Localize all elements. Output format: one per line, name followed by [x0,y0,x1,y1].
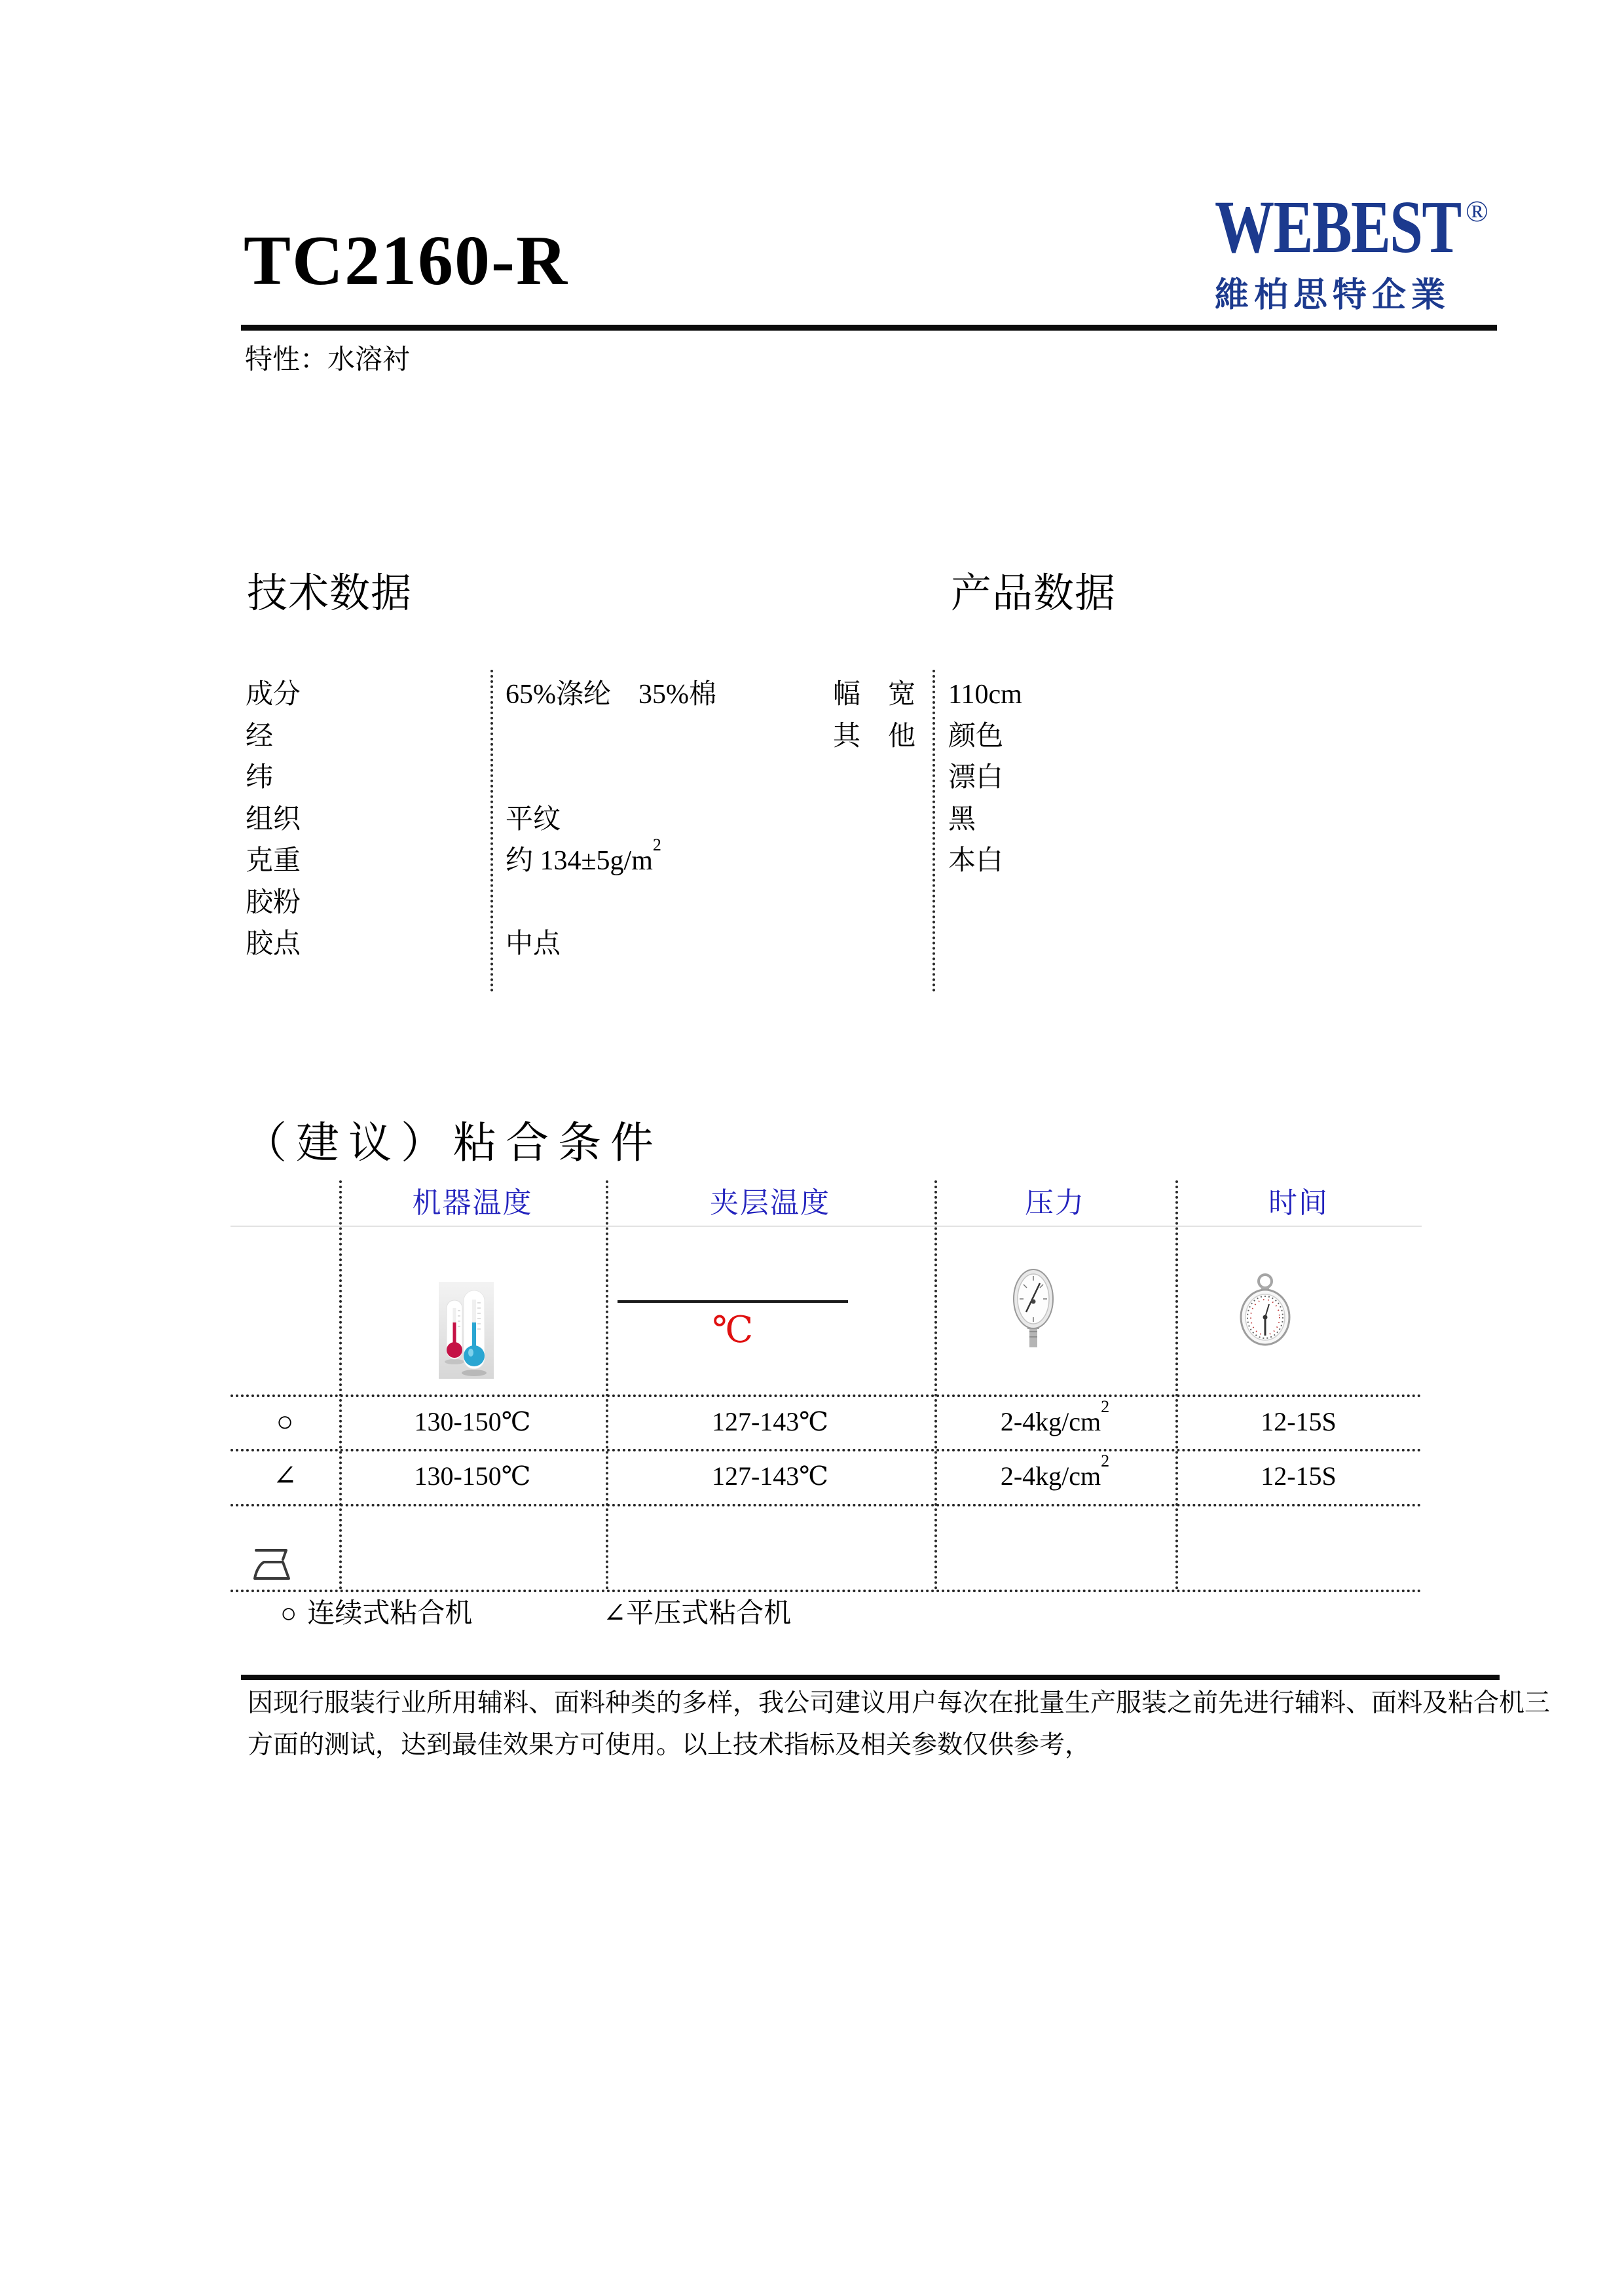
machine-temp-value: 130-150℃ [414,1461,531,1491]
footer-divider [241,1675,1500,1680]
tech-label-glue-powder: 胶粉 [246,887,301,918]
product-value-bleached: 漂白 [948,763,1004,793]
product-table-separator [932,670,935,992]
header-row-underline [231,1226,1422,1227]
stopwatch-icon [1235,1273,1295,1346]
company-logo [1215,185,1516,316]
tech-table-separator [490,670,493,992]
tech-label-gram-weight: 克重 [246,846,301,876]
tech-value-gram-weight [506,835,716,883]
disclaimer-line-2: 方面的测试，达到最佳效果方可使用。以上技术指标及相关参数仅供参考， [248,1731,1091,1759]
column-separator [606,1180,608,1590]
product-value-natural-white: 本白 [948,846,1004,876]
logo-wordmark: WEBEST [1215,185,1461,268]
column-header-time: 时间 [1268,1187,1329,1219]
header-divider [241,325,1497,331]
tech-data-title: 技术数据 [247,572,413,616]
legend-flat-press-machine [603,1597,791,1630]
column-header-machine-temp: 机器温度 [412,1187,533,1219]
circle-symbol: ○ [280,1599,297,1629]
tech-value-weave: 平纹 [506,804,561,835]
pressure-superscript: 2 [1101,1396,1110,1416]
pressure-value [934,1394,1175,1449]
thermometer-icon [439,1282,494,1379]
column-header-sandwich-temp: 夹层温度 [710,1187,830,1219]
machine-symbol-circle: ○ [276,1406,294,1438]
product-value-width: 110cm [948,680,1022,710]
legend-label: 连续式粘合机 [307,1599,473,1629]
product-values-column [948,674,1022,883]
table-bottom-border [231,1590,1422,1592]
product-value-color: 颜色 [948,721,1004,752]
column-separator [339,1180,342,1590]
tech-value-warp [506,716,716,758]
gram-weight-text: 约 134±5g/m [506,846,653,876]
time-value: 12-15S [1261,1407,1337,1436]
tech-label-glue-dot: 胶点 [246,929,301,959]
tech-value-weft [506,757,716,799]
sandwich-temp-line [618,1300,848,1303]
tech-value-composition: 65%涤纶 35%棉 [506,680,716,710]
bonding-conditions-title: （建议）粘合条件 [244,1120,663,1167]
tech-labels-column [246,674,301,966]
gram-weight-superscript: 2 [652,835,661,854]
machine-temp-value: 130-150℃ [414,1407,531,1436]
angle-symbol: ∠ [603,1599,627,1629]
legend-continuous-machine [280,1597,472,1630]
time-value: 12-15S [1261,1461,1337,1491]
column-header-pressure: 压力 [1025,1187,1085,1219]
page-title: TC2160-R [244,222,568,300]
product-data-title: 产品数据 [951,572,1116,616]
column-separator [934,1180,937,1590]
iron-icon [249,1545,291,1584]
feature-line: 特性：水溶衬 [245,345,411,375]
legend-label: 平压式粘合机 [626,1599,792,1629]
pressure-text: 2-4kg/cm [1000,1461,1101,1491]
product-value-black: 黑 [948,804,976,835]
pressure-value [934,1449,1175,1504]
machine-symbol-angle: ∠ [272,1460,297,1492]
pressure-text: 2-4kg/cm [1000,1407,1101,1436]
product-labels-column [833,674,915,757]
pressure-gauge-icon [1013,1267,1054,1353]
row-separator [231,1504,1422,1506]
sandwich-temp-value: 127-143℃ [711,1407,829,1436]
disclaimer-line-1: 因现行服装行业所用辅料、面料种类的多样，我公司建议用户每次在批量生产服装之前先进行辅料、面料及粘合机三 [248,1689,1551,1717]
column-separator [1175,1180,1178,1590]
logo-company-name: 維柏思特企業 [1215,277,1451,314]
sandwich-temp-value: 127-143℃ [711,1461,829,1491]
tech-values-column [506,674,716,966]
bonding-conditions-table [231,1180,1422,1590]
pressure-superscript: 2 [1101,1451,1110,1470]
registered-trademark-icon: ® [1466,194,1488,228]
tech-value-glue-dot: 中点 [506,929,561,959]
tech-label-weft: 纬 [246,763,274,793]
product-label-width: 幅 宽 [833,680,916,710]
product-label-other: 其 他 [833,721,916,752]
tech-value-glue-powder [506,883,716,924]
tech-label-weave: 组织 [246,804,301,835]
tech-label-composition: 成分 [246,680,301,710]
logo-brand-row [1215,185,1516,268]
tech-label-warp: 经 [246,721,274,752]
celsius-symbol: ℃ [712,1310,754,1351]
